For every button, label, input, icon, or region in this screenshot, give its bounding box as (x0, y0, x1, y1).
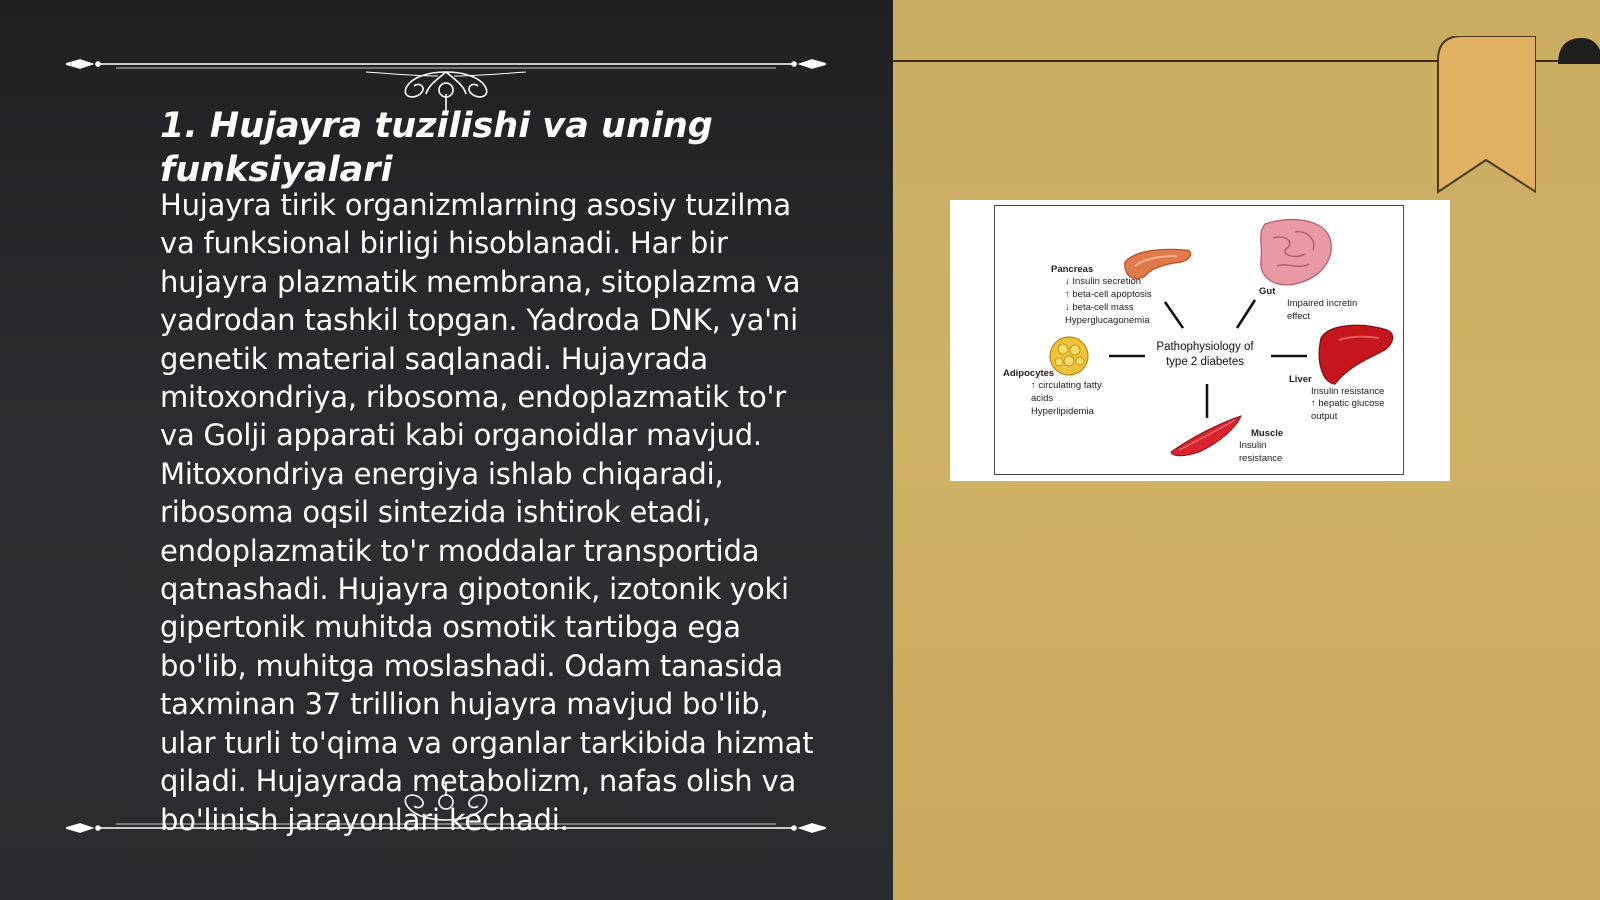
figure-frame (994, 205, 1404, 475)
arrow-gut (1237, 300, 1255, 328)
pancreas-item: Hyperglucagonemia (1065, 315, 1150, 326)
pancreas-item: ↓ beta-cell mass (1065, 302, 1134, 313)
diabetes-figure (950, 200, 1450, 481)
liver-item: Insulin resistance (1311, 386, 1385, 397)
gut-item: Impaired incretin effect (1287, 298, 1358, 322)
adipocytes-item: ↑ circulating fatty acids (1031, 380, 1102, 404)
figure-center-label: Pathophysiology of type 2 diabetes (1156, 341, 1254, 368)
liver-item: ↑ hepatic glucose output (1311, 398, 1385, 422)
pancreas-icon (1125, 249, 1191, 278)
gut-heading: Gut (1259, 286, 1276, 297)
liver-icon (1319, 325, 1392, 384)
muscle-heading: Muscle (1251, 428, 1284, 439)
muscle-icon (1171, 416, 1241, 456)
adipocytes-heading: Adipocytes (1003, 368, 1055, 379)
fat-cells-icon (1050, 337, 1088, 375)
intestine-icon (1261, 220, 1332, 285)
bookmark-cap-icon (1556, 36, 1600, 66)
liver-heading: Liver (1289, 374, 1312, 385)
pancreas-item: ↑ beta-cell apoptosis (1065, 289, 1152, 300)
pancreas-item: ↓ Insulin secretion (1065, 276, 1142, 287)
bookmark-icon (1436, 36, 1536, 196)
adipocytes-item: Hyperlipidemia (1031, 406, 1094, 417)
slide-title: 1. Hujayra tuzilishi va uning funksiyalari (160, 106, 713, 190)
slide-body-text: Hujayra tirik organizmlarning asosiy tuzilma va funksional birligi hisoblanadi. Har bir hujayra plazmatik membrana, sitoplazma va yadrodan tashkil topgan. Yadroda DNK, ya'ni genetik material saqlanadi. Hujayrada mitoxondriya, ribosoma, endoplazmatik to'r va Golji apparati kabi organoidlar mavjud. Mitoxondriya energiya ishlab chiqaradi, ribosoma oqsil sintezida ishtirok etadi, endoplazmatik to'r moddalar transportida qatnashadi. Hujayra gipotonik, izotonik yoki gipertonik muhitda osmotik tartibga ega bo'lib, muhitga moslashadi. Odam tanasida taxminan 37 trillion hujayra mavjud bo'lib, ular turli to'qima va organlar tarkibida hizmat qiladi. Hujayrada metabolizm, nafas olish va bo'linish jarayonlari kechadi. (160, 188, 814, 837)
pancreas-heading: Pancreas (1051, 264, 1094, 275)
muscle-item: Insulin resistance (1239, 440, 1283, 464)
arrow-pancreas (1165, 302, 1183, 328)
